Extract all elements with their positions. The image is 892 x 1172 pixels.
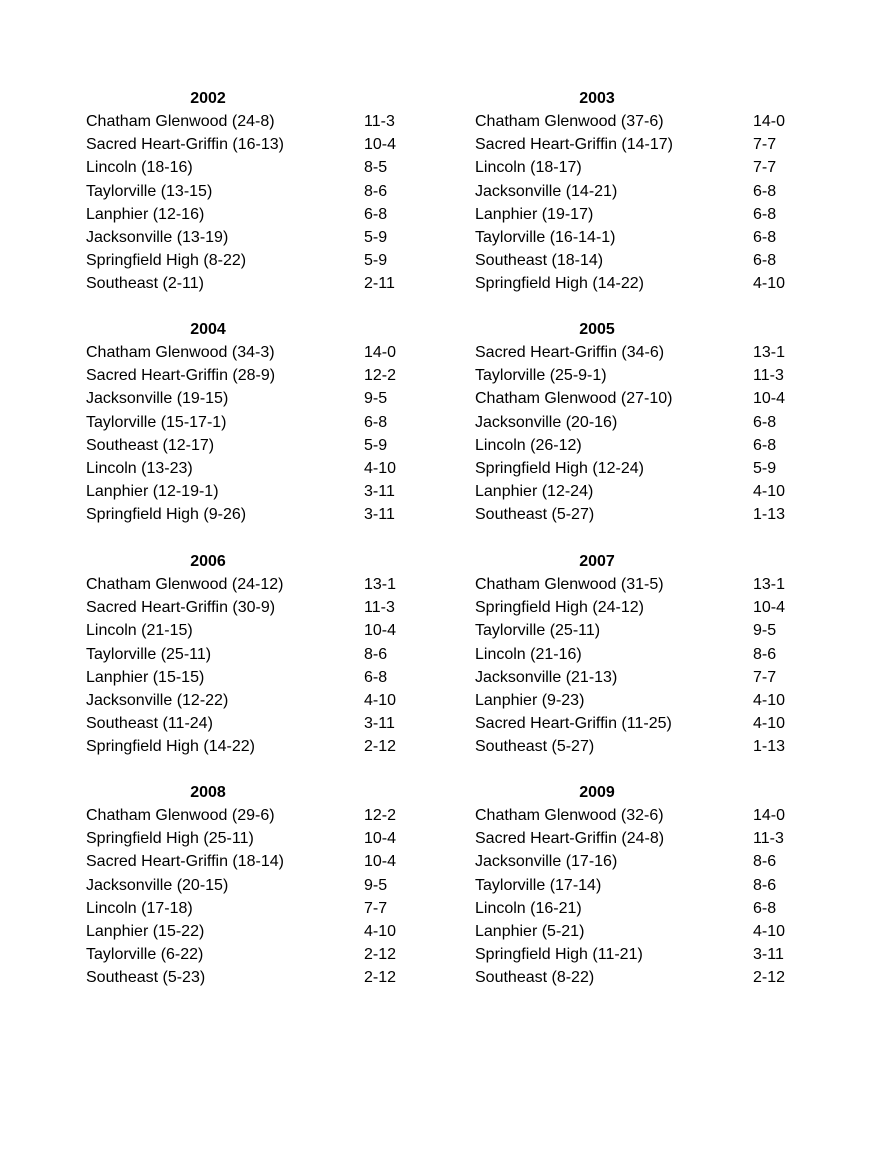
conference-record: 13-1 — [753, 576, 786, 593]
standings-row — [86, 180, 416, 203]
conference-record: 3-11 — [364, 715, 395, 733]
season-block — [86, 318, 416, 527]
team-name: Taylorville (6-22) — [86, 946, 204, 964]
conference-record: 9-5 — [753, 622, 777, 640]
standings-row — [86, 920, 416, 943]
standings-row — [86, 712, 416, 735]
standings-row — [475, 666, 805, 689]
team-name: Southeast (5-27) — [475, 506, 595, 524]
conference-record: 6-8 — [753, 205, 777, 223]
team-name: Lincoln (21-15) — [86, 622, 193, 640]
team-name: Lincoln (13-23) — [86, 459, 193, 477]
team-name: Lanphier (15-22) — [86, 922, 205, 940]
conference-record: 5-9 — [364, 436, 388, 454]
conference-record: 6-8 — [753, 228, 777, 246]
conference-record: 2-12 — [753, 969, 786, 987]
team-name: Lanphier (5-21) — [475, 922, 585, 940]
team-name: Chatham Glenwood (37-6) — [475, 113, 664, 130]
conference-record: 4-10 — [753, 691, 786, 709]
standings-row — [86, 850, 416, 873]
team-name: Lincoln (18-17) — [475, 159, 582, 177]
team-name: Lincoln (17-18) — [86, 899, 193, 917]
standings-row — [86, 643, 416, 666]
team-name: Chatham Glenwood (24-12) — [86, 576, 284, 593]
standings-row — [86, 434, 416, 457]
standings-row — [86, 596, 416, 619]
team-name: Jacksonville (12-22) — [86, 691, 229, 709]
standings-row — [475, 226, 805, 249]
team-name: Chatham Glenwood (29-6) — [86, 807, 275, 824]
team-name: Chatham Glenwood (32-6) — [475, 807, 664, 824]
conference-record: 12-2 — [364, 367, 397, 385]
standings-row — [86, 966, 416, 989]
conference-record: 11-3 — [753, 830, 784, 848]
standings-row — [475, 387, 805, 410]
team-name: Springfield High (24-12) — [475, 599, 644, 617]
team-name: Jacksonville (17-16) — [475, 853, 618, 871]
conference-record: 9-5 — [364, 876, 388, 894]
team-name: Southeast (5-27) — [475, 738, 595, 756]
standings-row — [86, 203, 416, 226]
team-name: Taylorville (13-15) — [86, 182, 213, 200]
conference-record: 3-11 — [753, 946, 784, 964]
standings-row — [475, 180, 805, 203]
team-name: Southeast (8-22) — [475, 969, 595, 987]
conference-record: 11-3 — [753, 367, 784, 385]
standings-row — [86, 364, 416, 387]
season-year-heading: 2007 — [579, 553, 615, 570]
team-name: Springfield High (25-11) — [86, 830, 254, 848]
conference-record: 10-4 — [364, 830, 397, 848]
conference-record: 5-9 — [753, 459, 777, 477]
team-name: Lincoln (21-16) — [475, 645, 582, 663]
standings-row — [475, 480, 805, 503]
conference-record: 4-10 — [364, 922, 397, 940]
team-name: Jacksonville (19-15) — [86, 390, 229, 408]
standings-row — [475, 364, 805, 387]
standings-row — [475, 827, 805, 850]
conference-record: 6-8 — [364, 205, 388, 223]
season-block — [475, 87, 805, 296]
team-name: Springfield High (11-21) — [475, 946, 643, 964]
team-name: Southeast (18-14) — [475, 252, 604, 270]
season-block — [475, 318, 805, 527]
team-name: Springfield High (9-26) — [86, 506, 247, 524]
conference-record: 9-5 — [364, 390, 388, 408]
conference-record: 6-8 — [364, 413, 388, 431]
standings-row — [86, 341, 416, 364]
standings-row — [475, 897, 805, 920]
conference-record: 13-1 — [364, 576, 397, 593]
conference-record: 4-10 — [753, 715, 786, 733]
conference-record: 8-6 — [753, 645, 777, 663]
standings-row — [475, 272, 805, 295]
season-year-heading: 2005 — [579, 321, 615, 338]
conference-record: 4-10 — [753, 483, 786, 501]
team-name: Sacred Heart-Griffin (28-9) — [86, 367, 276, 385]
team-name: Lincoln (26-12) — [475, 436, 582, 454]
conference-record: 1-13 — [753, 506, 786, 524]
standings-row — [86, 804, 416, 827]
standings-row — [86, 457, 416, 480]
standings-row — [475, 573, 805, 596]
standings-row — [475, 596, 805, 619]
standings-row — [86, 735, 416, 758]
conference-record: 7-7 — [364, 899, 388, 917]
conference-record: 13-1 — [753, 344, 786, 361]
team-name: Springfield High (14-22) — [86, 738, 255, 756]
team-name: Taylorville (16-14-1) — [475, 228, 616, 246]
standings-row — [86, 411, 416, 434]
team-name: Lanphier (15-15) — [86, 668, 205, 686]
standings-row — [86, 503, 416, 526]
standings-row — [475, 203, 805, 226]
conference-record: 4-10 — [364, 691, 397, 709]
conference-record: 6-8 — [753, 252, 777, 270]
team-name: Taylorville (17-14) — [475, 876, 602, 894]
standings-row — [475, 156, 805, 179]
conference-record: 4-10 — [753, 275, 786, 293]
standings-row — [475, 503, 805, 526]
team-name: Springfield High (12-24) — [475, 459, 644, 477]
standings-row — [86, 874, 416, 897]
season-block — [86, 781, 416, 990]
season-year-heading: 2003 — [579, 90, 615, 107]
team-name: Springfield High (14-22) — [475, 275, 644, 293]
standings-row — [475, 943, 805, 966]
standings-row — [475, 643, 805, 666]
conference-record: 7-7 — [753, 159, 777, 177]
season-year-heading: 2009 — [579, 784, 615, 801]
season-year-heading: 2008 — [190, 784, 226, 801]
team-name: Sacred Heart-Griffin (18-14) — [86, 853, 284, 871]
standings-row — [475, 689, 805, 712]
team-name: Sacred Heart-Griffin (24-8) — [475, 830, 665, 848]
team-name: Southeast (5-23) — [86, 969, 206, 987]
conference-record: 8-6 — [753, 876, 777, 894]
conference-record: 5-9 — [364, 252, 388, 270]
season-year-heading: 2006 — [190, 553, 226, 570]
conference-record: 8-5 — [364, 159, 388, 177]
conference-record: 8-6 — [364, 182, 388, 200]
team-name: Taylorville (25-9-1) — [475, 367, 607, 385]
standings-row — [475, 457, 805, 480]
conference-record: 3-11 — [364, 506, 395, 524]
season-block — [86, 87, 416, 296]
standings-row — [475, 434, 805, 457]
team-name: Sacred Heart-Griffin (16-13) — [86, 136, 284, 154]
conference-record: 3-11 — [364, 483, 395, 501]
conference-record: 6-8 — [753, 436, 777, 454]
season-year-heading: 2004 — [190, 321, 226, 338]
team-name: Chatham Glenwood (24-8) — [86, 113, 275, 130]
conference-record: 6-8 — [753, 182, 777, 200]
team-name: Sacred Heart-Griffin (30-9) — [86, 599, 276, 617]
team-name: Jacksonville (13-19) — [86, 228, 229, 246]
conference-record: 7-7 — [753, 136, 777, 154]
team-name: Taylorville (25-11) — [475, 622, 601, 640]
standings-row — [86, 573, 416, 596]
team-name: Jacksonville (21-13) — [475, 668, 618, 686]
season-block — [86, 550, 416, 759]
team-name: Lanphier (19-17) — [475, 205, 594, 223]
standings-row — [475, 411, 805, 434]
standings-row — [475, 735, 805, 758]
team-name: Lanphier (12-19-1) — [86, 483, 219, 501]
conference-record: 4-10 — [753, 922, 786, 940]
team-name: Southeast (12-17) — [86, 436, 215, 454]
standings-row — [86, 156, 416, 179]
team-name: Southeast (2-11) — [86, 275, 204, 293]
team-name: Lanphier (12-24) — [475, 483, 594, 501]
team-name: Chatham Glenwood (27-10) — [475, 390, 673, 408]
conference-record: 2-12 — [364, 969, 397, 987]
conference-record: 8-6 — [753, 853, 777, 871]
team-name: Lanphier (12-16) — [86, 205, 205, 223]
standings-row — [475, 341, 805, 364]
team-name: Taylorville (25-11) — [86, 645, 212, 663]
conference-record: 11-3 — [364, 599, 395, 617]
standings-row — [475, 619, 805, 642]
conference-record: 10-4 — [753, 599, 786, 617]
conference-record: 11-3 — [364, 113, 395, 130]
team-name: Springfield High (8-22) — [86, 252, 247, 270]
standings-row — [86, 619, 416, 642]
standings-row — [86, 827, 416, 850]
conference-record: 12-2 — [364, 807, 397, 824]
conference-record: 14-0 — [753, 113, 786, 130]
standings-row — [475, 712, 805, 735]
conference-record: 10-4 — [364, 853, 397, 871]
conference-record: 2-11 — [364, 275, 395, 293]
conference-record: 4-10 — [364, 459, 397, 477]
team-name: Sacred Heart-Griffin (14-17) — [475, 136, 673, 154]
standings-row — [86, 666, 416, 689]
conference-record: 1-13 — [753, 738, 786, 756]
standings-row — [86, 249, 416, 272]
standings-row — [86, 689, 416, 712]
standings-row — [475, 804, 805, 827]
season-year-heading: 2002 — [190, 90, 226, 107]
standings-row — [475, 133, 805, 156]
team-name: Jacksonville (20-16) — [475, 413, 618, 431]
team-name: Jacksonville (14-21) — [475, 182, 618, 200]
standings-row — [475, 850, 805, 873]
team-name: Southeast (11-24) — [86, 715, 213, 733]
standings-row — [86, 226, 416, 249]
standings-row — [86, 272, 416, 295]
standings-row — [475, 249, 805, 272]
conference-record: 8-6 — [364, 645, 388, 663]
standings-row — [86, 943, 416, 966]
standings-row — [86, 387, 416, 410]
standings-row — [475, 110, 805, 133]
conference-record: 2-12 — [364, 946, 397, 964]
team-name: Taylorville (15-17-1) — [86, 413, 227, 431]
season-block — [475, 550, 805, 759]
conference-record: 2-12 — [364, 738, 397, 756]
conference-record: 10-4 — [364, 136, 397, 154]
conference-record: 5-9 — [364, 228, 388, 246]
standings-row — [86, 110, 416, 133]
conference-record: 10-4 — [753, 390, 786, 408]
conference-record: 10-4 — [364, 622, 397, 640]
conference-record: 7-7 — [753, 668, 777, 686]
conference-record: 6-8 — [753, 413, 777, 431]
team-name: Chatham Glenwood (34-3) — [86, 344, 275, 361]
team-name: Chatham Glenwood (31-5) — [475, 576, 664, 593]
team-name: Lincoln (18-16) — [86, 159, 193, 177]
standings-row — [86, 133, 416, 156]
conference-record: 6-8 — [753, 899, 777, 917]
team-name: Sacred Heart-Griffin (11-25) — [475, 715, 672, 733]
team-name: Lincoln (16-21) — [475, 899, 582, 917]
season-block — [475, 781, 805, 990]
conference-record: 14-0 — [753, 807, 786, 824]
standings-row — [475, 966, 805, 989]
standings-row — [475, 920, 805, 943]
standings-row — [86, 480, 416, 503]
team-name: Lanphier (9-23) — [475, 691, 585, 709]
team-name: Jacksonville (20-15) — [86, 876, 229, 894]
conference-record: 14-0 — [364, 344, 397, 361]
conference-record: 6-8 — [364, 668, 388, 686]
team-name: Sacred Heart-Griffin (34-6) — [475, 344, 665, 361]
standings-row — [86, 897, 416, 920]
standings-row — [475, 874, 805, 897]
